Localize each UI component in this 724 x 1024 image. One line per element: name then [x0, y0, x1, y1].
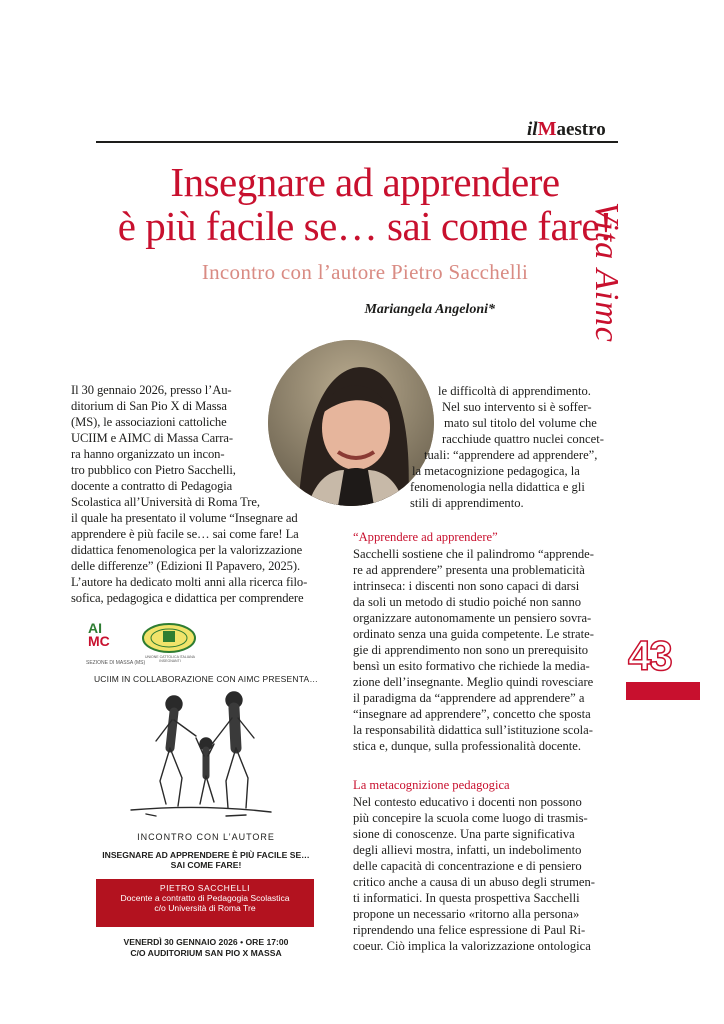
- masthead-m: M: [537, 118, 557, 140]
- text-line: Scolastica all’Università di Roma Tre,: [71, 495, 260, 509]
- poster-incontro: INCONTRO CON L’AUTORE: [137, 832, 275, 842]
- author-byline: [110, 302, 615, 318]
- section-heading-metacognizione: La metacognizione pedagogica: [353, 778, 510, 792]
- header-rule: [96, 141, 618, 143]
- text-line: propone un necessario «ritorno alla persona»: [353, 907, 580, 921]
- text-line: organizzare autonomamente un pensiero sovra-: [353, 611, 592, 625]
- author-name: Mariangela Angeloni*: [364, 302, 495, 317]
- speaker-name: PIETRO SACCHELLI: [159, 883, 251, 893]
- poster-title: [70, 850, 342, 870]
- aimc-logo-line1: AI: [88, 620, 102, 636]
- text-line: coeur. Ciò implica la valorizzazione ontologica: [353, 939, 591, 953]
- text-line: stili di apprendimento.: [410, 496, 524, 510]
- page-number-bar: [626, 682, 700, 700]
- title-line-2: è più facile se… sai come fare!: [117, 203, 613, 249]
- speaker-role-line1: Docente a contratto di Pedagogia Scolastica: [120, 893, 290, 903]
- poster-sezione: SEZIONE DI MASSA (MS): [86, 660, 146, 666]
- text-line: Nel suo intervento si è soffer-: [442, 400, 592, 414]
- section-metacognizione-text: [353, 794, 619, 954]
- text-line: il paradigma da “apprendere ad apprendere” a: [353, 691, 585, 705]
- text-line: zione dell’insegnante. Meglio quindi rovesciare: [353, 675, 594, 689]
- section-apprendere-text: [353, 546, 619, 754]
- event-when: [70, 937, 342, 959]
- text-line: UCIIM e AIMC di Massa Carra-: [71, 431, 233, 445]
- right-top-text: [410, 383, 634, 511]
- text-line: gie di apprendimento non sono un prerequisito: [353, 643, 589, 657]
- text-line: “insegnare ad apprendere”, concetto che sposta: [353, 707, 591, 721]
- family-illustration: [126, 686, 276, 821]
- text-line: racchiude quattro nuclei concet-: [442, 432, 604, 446]
- event-location: C/O AUDITORIUM SAN PIO X MASSA: [130, 948, 282, 958]
- text-line: le difficoltà di apprendimento.: [438, 384, 591, 398]
- text-line: da soli un metodo di studio poiché non sanno: [353, 595, 582, 609]
- left-column-text: [71, 382, 343, 606]
- text-line: degli allievi mostra, infatti, un indebolimento: [353, 843, 582, 857]
- text-line: Sacchelli sostiene che il palindromo “apprende-: [353, 547, 594, 561]
- text-line: più concepire la scuola come luogo di trasmis-: [353, 811, 588, 825]
- text-line: didattica fenomenologica per la valorizzazione: [71, 543, 303, 557]
- uciim-logo-sub: UNIONE CATTOLICA ITALIANA INSEGNANTI: [145, 655, 195, 663]
- text-line: riprendendo una felice espressione di Paul Ri-: [353, 923, 586, 937]
- text-line: sione di conoscenze. Una parte significativa: [353, 827, 575, 841]
- text-line: ordinato senza una guida competente. Le strate-: [353, 627, 594, 641]
- article-title: [110, 160, 620, 248]
- page-number: 43: [628, 632, 671, 679]
- text-line: tuali: “apprendere ad apprendere”,: [424, 448, 598, 462]
- poster-title-line2: SAI COME FARE!: [170, 860, 242, 870]
- text-line: ra hanno organizzato un incon-: [71, 447, 225, 461]
- text-line: delle capacità di concentrazione e di pensiero: [353, 859, 582, 873]
- text-line: ti informatici. In questa prospettiva Sacchelli: [353, 891, 580, 905]
- poster-presenta: UCIIM IN COLLABORAZIONE CON AIMC PRESENTA…: [93, 674, 319, 684]
- text-line: ditorium di San Pio X di Massa: [71, 399, 227, 413]
- uciim-logo: [141, 622, 197, 654]
- article-subtitle: Incontro con l’autore Pietro Sacchelli: [201, 260, 529, 284]
- text-line: stica e, dunque, sulla professionalità docente.: [353, 739, 582, 753]
- text-line: mato sul titolo del volume che: [444, 416, 597, 430]
- text-line: la metacognizione pedagogica, la: [412, 464, 580, 478]
- text-line: Nel contesto educativo i docenti non possono: [353, 795, 582, 809]
- title-line-1: Insegnare ad apprendere: [170, 159, 560, 205]
- event-date-time: VENERDÌ 30 GENNAIO 2026 • ORE 17:00: [123, 937, 289, 947]
- text-line: Il 30 gennaio 2026, presso l’Au-: [71, 383, 232, 397]
- text-line: bensì un esito formativo che richiede la media-: [353, 659, 590, 673]
- poster-title-line1: INSEGNARE AD APPRENDERE È PIÙ FACILE SE…: [102, 850, 310, 860]
- speaker-role-line2: c/o Università di Roma Tre: [154, 903, 256, 913]
- text-line: sofica, pedagogica e didattica per comprendere: [71, 591, 304, 605]
- masthead-il: il: [527, 119, 538, 140]
- text-line: delle differenze” (Edizioni Il Papavero, 2025).: [71, 559, 301, 573]
- aimc-logo-line2: MC: [88, 633, 110, 649]
- text-line: tro pubblico con Pietro Sacchelli,: [71, 463, 236, 477]
- masthead-rest: aestro: [556, 119, 606, 140]
- section-heading-apprendere: “Apprendere ad apprendere”: [353, 530, 498, 544]
- section-label: Vita Aimc: [588, 202, 625, 343]
- text-line: fenomenologia nella didattica e gli: [410, 480, 585, 494]
- text-line: docente a contratto di Pedagogia: [71, 479, 233, 493]
- text-line: apprendere è più facile se… sai come fare! La: [71, 527, 299, 541]
- text-line: L’autore ha dedicato molti anni alla ricerca filo-: [71, 575, 308, 589]
- text-line: critico anche a causa di un abuso degli strumen-: [353, 875, 595, 889]
- speaker-box: [96, 879, 314, 927]
- text-line: (MS), le associazioni cattoliche: [71, 415, 227, 429]
- masthead-logo: [527, 118, 606, 141]
- text-line: intrinseca: i discenti non sono capaci di darsi: [353, 579, 580, 593]
- text-line: re ad apprendere” presenta una problematicità: [353, 563, 585, 577]
- text-line: la responsabilità didattica sull’istituzione scola-: [353, 723, 593, 737]
- aimc-logo: [88, 622, 126, 656]
- text-line: il quale ha presentato il volume “Insegnare ad: [71, 511, 298, 525]
